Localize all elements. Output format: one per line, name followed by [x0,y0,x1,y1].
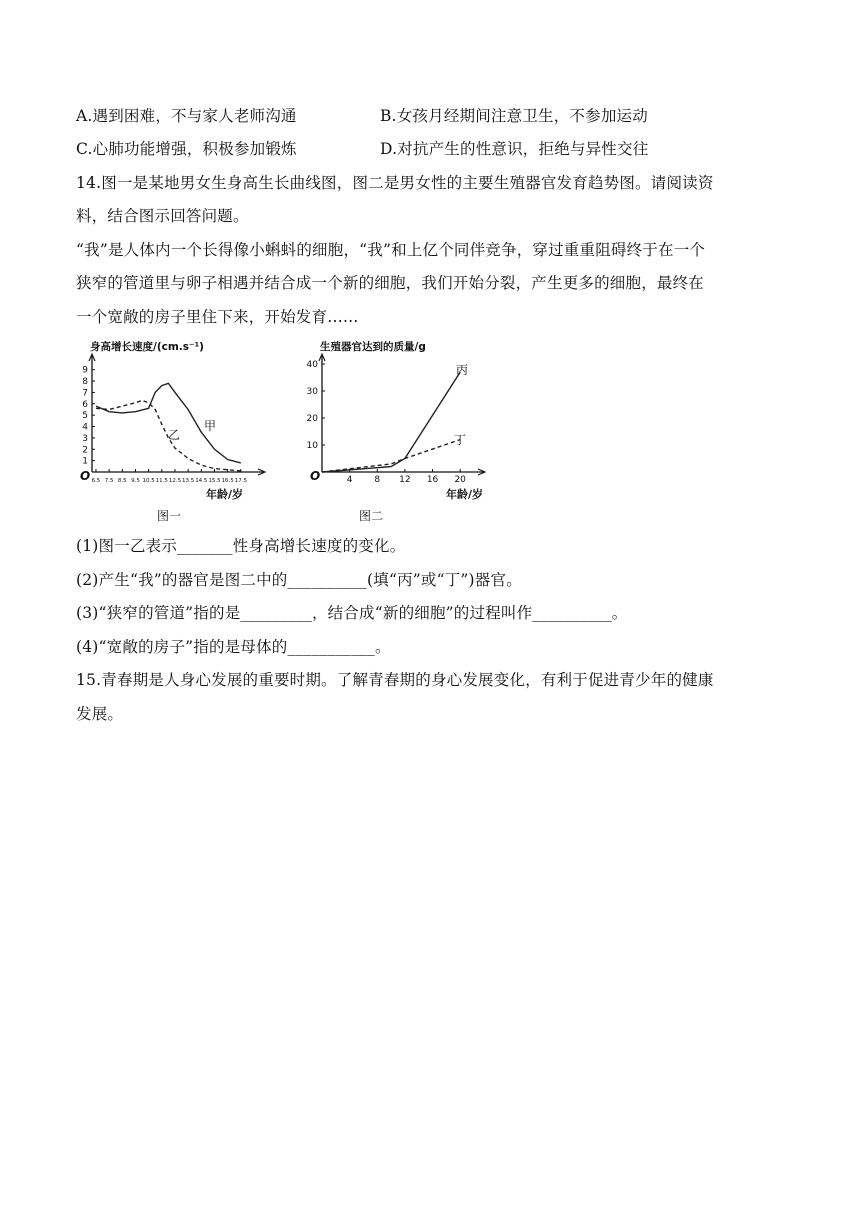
x-tick-label: 16 [426,475,439,485]
x-tick-label: 6.5 [91,478,101,484]
q14-passage-line2: 狭窄的管道里与卵子相遇并结合成一个新的细胞，我们开始分裂，产生更多的细胞，最终在 [76,274,705,292]
option-a: A.遇到困难，不与家人老师沟通 [76,107,297,125]
y-tick-label: 2 [82,445,88,456]
q14-stem-line1: 14.图一是某地男女生身高生长曲线图，图二是男女性的主要生殖器官发育趋势图。请阅读资 [76,174,714,192]
option-d: D.对抗产生的性意识，拒绝与异性交往 [380,140,649,158]
series-line-1 [322,372,460,472]
x-tick-label: 16.5 [221,478,234,484]
y-axis-label: 生殖器官达到的质量/g [320,341,426,353]
y-tick-label: 6 [82,399,88,410]
x-tick-label: 11.5 [155,478,168,484]
q14-sub1: (1)图一乙表示_______性身高增长速度的变化。 [76,537,406,555]
figure-one-chart [76,336,276,526]
x-tick-label: 14.5 [195,478,208,484]
q14-stem-line2: 料，结合图示回答问题。 [76,207,249,225]
x-tick-label: 10.5 [142,478,155,484]
y-tick-label: 10 [306,441,318,451]
x-tick-label: 7.5 [104,478,114,484]
y-tick-label: 20 [306,414,318,424]
series-label-2: 丁 [454,433,467,447]
x-tick-label: 12.5 [168,478,182,484]
x-axis-label: 年龄/岁 [206,488,244,501]
option-c: C.心肺功能增强，积极参加锻炼 [76,140,297,158]
x-tick-label: 17.5 [234,478,247,484]
figure-caption: 图一 [156,509,182,523]
q14-sub2: (2)产生“我”的器官是图二中的__________(填“丙”或“丁”)器官。 [76,571,522,589]
series-label-2: 乙 [168,428,181,442]
series-line-1 [96,383,241,463]
q14-sub3: (3)“狭窄的管道”指的是_________，结合成“新的细胞”的过程叫作__________。 [76,604,628,622]
y-tick-label: 7 [82,388,88,399]
option-b: B.女孩月经期间注意卫生，不参加运动 [380,107,648,125]
q15-line2: 发展。 [76,705,124,723]
y-tick-label: 40 [306,360,318,370]
origin-label: O [310,469,321,483]
y-tick-label: 3 [82,433,88,444]
series-label-1: 丙 [456,363,469,377]
q15-line1: 15.青春期是人身心发展的重要时期。了解青春期的身心发展变化，有利于促进青少年的健康 [76,671,714,689]
x-tick-label: 8.5 [117,478,127,484]
y-tick-label: 1 [82,456,88,467]
q14-sub4: (4)“宽敞的房子”指的是母体的___________。 [76,638,391,656]
y-tick-label: 4 [82,422,88,433]
x-tick-label: 9.5 [131,478,140,484]
origin-label: O [80,469,91,483]
x-tick-label: 15.5 [208,478,221,484]
x-tick-label: 12 [399,475,411,485]
figure-caption: 图二 [358,509,384,523]
x-tick-label: 13.5 [182,478,195,484]
figure-two-chart [306,336,506,526]
q14-passage-line3: 一个宽敞的房子里住下来，开始发育…… [76,308,359,326]
x-tick-label: 20 [454,475,466,485]
x-tick-label: 4 [346,475,353,485]
q14-passage-line1: “我”是人体内一个长得像小蝌蚪的细胞，“我”和上亿个同伴竞争，穿过重重阻碍终于在一个 [76,241,706,259]
y-tick-label: 30 [306,387,318,397]
y-tick-label: 9 [82,365,88,376]
series-label-1: 甲 [204,419,217,433]
x-axis-label: 年龄/岁 [446,488,484,501]
y-tick-label: 5 [82,411,88,422]
y-tick-label: 8 [82,377,88,388]
x-tick-label: 8 [374,475,381,485]
y-axis-label: 身高增长速度/(cm.s⁻¹) [90,341,204,353]
